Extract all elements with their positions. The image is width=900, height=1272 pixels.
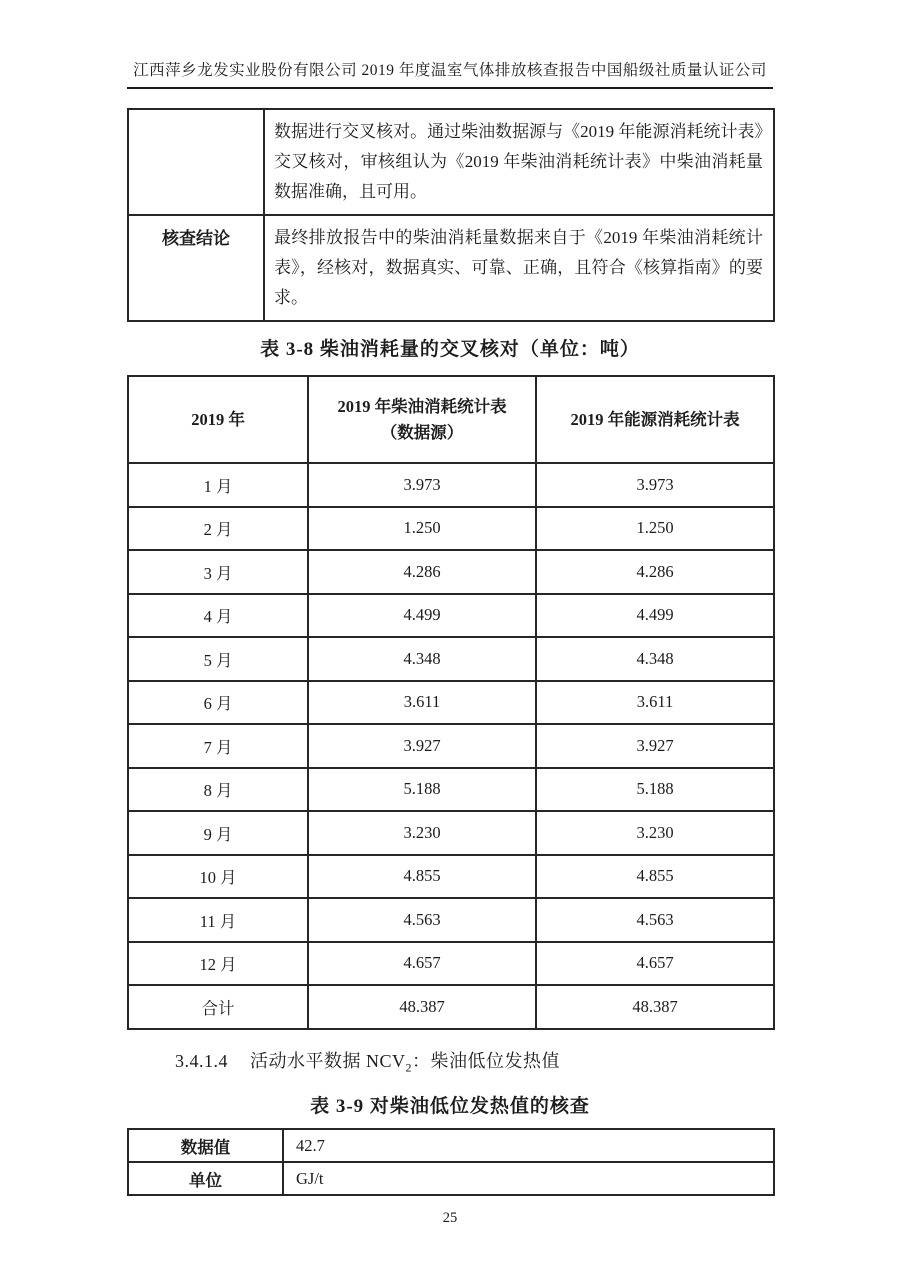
month-cell: 4 月 xyxy=(128,594,308,638)
energy-value-cell: 5.188 xyxy=(536,768,774,812)
total-diesel-cell: 48.387 xyxy=(308,985,536,1029)
month-cell: 6 月 xyxy=(128,681,308,725)
conclusion-table xyxy=(127,108,775,322)
total-label-cell: 合计 xyxy=(128,985,308,1029)
unit-value-cell: GJ/t xyxy=(283,1162,774,1195)
month-cell: 8 月 xyxy=(128,768,308,812)
month-cell: 7 月 xyxy=(128,724,308,768)
table-row xyxy=(128,855,774,899)
table-row xyxy=(128,681,774,725)
energy-value-cell: 3.973 xyxy=(536,463,774,507)
unit-label-cell: 单位 xyxy=(128,1162,283,1195)
energy-value-cell: 3.927 xyxy=(536,724,774,768)
table-row xyxy=(128,215,774,321)
data-value-cell: 42.7 xyxy=(283,1129,774,1162)
diesel-value-cell: 4.286 xyxy=(308,550,536,594)
month-cell: 5 月 xyxy=(128,637,308,681)
month-cell: 1 月 xyxy=(128,463,308,507)
energy-header-cell: 2019 年能源消耗统计表 xyxy=(536,376,774,463)
diesel-value-cell: 4.657 xyxy=(308,942,536,986)
diesel-value-cell: 4.348 xyxy=(308,637,536,681)
table-row xyxy=(128,811,774,855)
table-row xyxy=(128,1129,774,1162)
energy-value-cell: 4.657 xyxy=(536,942,774,986)
energy-value-cell: 3.230 xyxy=(536,811,774,855)
month-cell: 12 月 xyxy=(128,942,308,986)
table38-caption: 表 3-8 柴油消耗量的交叉核对（单位：吨） xyxy=(260,339,640,360)
page-number: 25 xyxy=(442,1210,458,1227)
energy-value-cell: 4.286 xyxy=(536,550,774,594)
diesel-value-cell: 5.188 xyxy=(308,768,536,812)
page-header xyxy=(0,0,900,89)
energy-value-cell: 4.563 xyxy=(536,898,774,942)
month-cell: 3 月 xyxy=(128,550,308,594)
section-title-suffix: ：柴油低位发热值 xyxy=(412,1050,561,1071)
table-row xyxy=(128,507,774,551)
table39-caption: 表 3-9 对柴油低位发热值的核查 xyxy=(310,1096,590,1118)
table-row xyxy=(128,109,774,215)
diesel-value-cell: 4.855 xyxy=(308,855,536,899)
table38-header-row xyxy=(128,376,774,463)
energy-value-cell: 4.855 xyxy=(536,855,774,899)
table-row xyxy=(128,942,774,986)
table-row xyxy=(128,637,774,681)
energy-value-cell: 4.348 xyxy=(536,637,774,681)
diesel-header-line1: 2019 年柴油消耗统计表 xyxy=(337,396,507,416)
section-title-subscript: 2 xyxy=(405,1060,413,1075)
table-row xyxy=(128,724,774,768)
header-title: 江西萍乡龙发实业股份有限公司 2019 年度温室气体排放核查报告中国船级社质量认证公司 xyxy=(127,58,773,89)
month-cell: 9 月 xyxy=(128,811,308,855)
total-energy-cell: 48.387 xyxy=(536,985,774,1029)
diesel-value-cell: 3.230 xyxy=(308,811,536,855)
energy-value-cell: 4.499 xyxy=(536,594,774,638)
section-title-prefix: 活动水平数据 NCV xyxy=(250,1050,406,1071)
row-text-cell: 数据进行交叉核对。通过柴油数据源与《2019 年能源消耗统计表》交叉核对，审核组认为《2019 年柴油消耗统计表》中柴油消耗量数据准确，且可用。 xyxy=(264,109,774,215)
diesel-value-cell: 3.611 xyxy=(308,681,536,725)
energy-value-cell: 1.250 xyxy=(536,507,774,551)
data-value-label-cell: 数据值 xyxy=(128,1129,283,1162)
table-row xyxy=(128,768,774,812)
table39 xyxy=(127,1128,775,1196)
table-row xyxy=(128,985,774,1029)
diesel-value-cell: 4.563 xyxy=(308,898,536,942)
section-heading xyxy=(127,1047,773,1076)
diesel-value-cell: 3.927 xyxy=(308,724,536,768)
table-row xyxy=(128,898,774,942)
diesel-value-cell: 4.499 xyxy=(308,594,536,638)
row-label-cell: 核查结论 xyxy=(128,215,264,321)
year-header-cell: 2019 年 xyxy=(128,376,308,463)
page-content xyxy=(127,108,773,1227)
diesel-header-line2: （数据源） xyxy=(380,422,464,442)
table-row xyxy=(128,594,774,638)
diesel-value-cell: 1.250 xyxy=(308,507,536,551)
energy-value-cell: 3.611 xyxy=(536,681,774,725)
table-row xyxy=(128,463,774,507)
row-text-cell: 最终排放报告中的柴油消耗量数据来自于《2019 年柴油消耗统计表》，经核对，数据真实、可靠、正确，且符合《核算指南》的要求。 xyxy=(264,215,774,321)
month-cell: 11 月 xyxy=(128,898,308,942)
section-number: 3.4.1.4 xyxy=(175,1050,228,1071)
table-row xyxy=(128,550,774,594)
month-cell: 10 月 xyxy=(128,855,308,899)
diesel-header-cell xyxy=(308,376,536,463)
table38 xyxy=(127,375,775,1030)
row-label-cell xyxy=(128,109,264,215)
diesel-value-cell: 3.973 xyxy=(308,463,536,507)
table-row xyxy=(128,1162,774,1195)
month-cell: 2 月 xyxy=(128,507,308,551)
